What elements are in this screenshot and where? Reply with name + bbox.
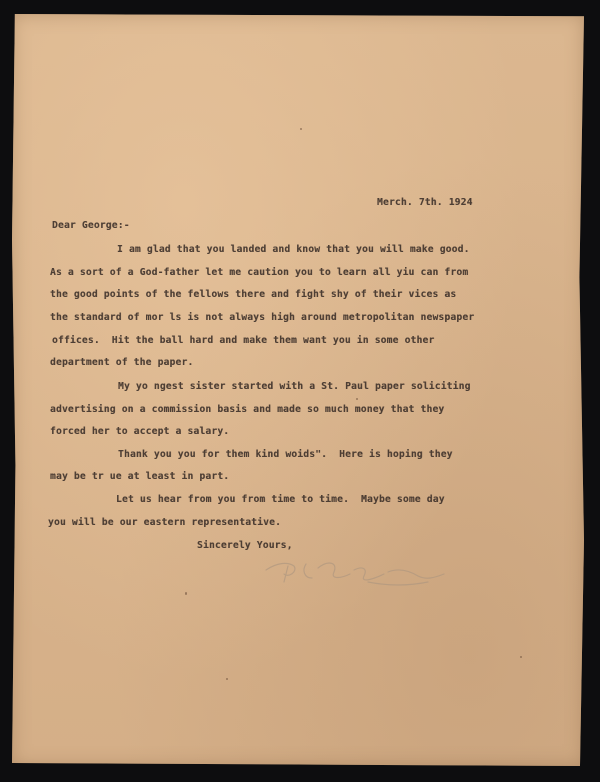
signature: [258, 548, 458, 598]
body-line-5: offices. Hit the ball hard and make them want you in some other: [52, 335, 435, 346]
body-line-1: I am glad that you landed and know that you will make good.: [117, 244, 470, 255]
letter-date: Merch. 7th. 1924: [377, 197, 473, 208]
body-line-3: the good points of the fellows there and fight shy of their vices as: [50, 289, 457, 300]
paper-speck: [356, 398, 358, 400]
body-line-9: forced her to accept a salary.: [50, 426, 230, 437]
body-line-11: may be tr ue at least in part.: [50, 471, 230, 482]
body-line-10: Thank you you for them kind woids". Here is hoping they: [118, 449, 453, 460]
body-line-6: department of the paper.: [50, 357, 194, 368]
body-line-2: As a sort of a God-father let me caution you to learn all yiu can from: [50, 267, 469, 278]
letter-closing: Sincerely Yours,: [197, 540, 293, 551]
body-line-12: Let us hear from you from time to time. Maybe some day: [116, 494, 445, 505]
paper-speck: [226, 678, 228, 680]
body-line-13: you will be our eastern representative.: [48, 517, 282, 528]
letter-salutation: Dear George:-: [52, 220, 130, 231]
paper-speck: [520, 656, 522, 658]
body-line-7: My yo ngest sister started with a St. Paul paper soliciting: [118, 381, 471, 392]
body-line-8: advertising on a commission basis and made so much money that they: [50, 404, 445, 415]
paper-speck: [185, 592, 187, 595]
paper-speck: [300, 128, 302, 130]
body-line-4: the standard of mor ls is not always high around metropolitan newspaper: [50, 312, 475, 323]
